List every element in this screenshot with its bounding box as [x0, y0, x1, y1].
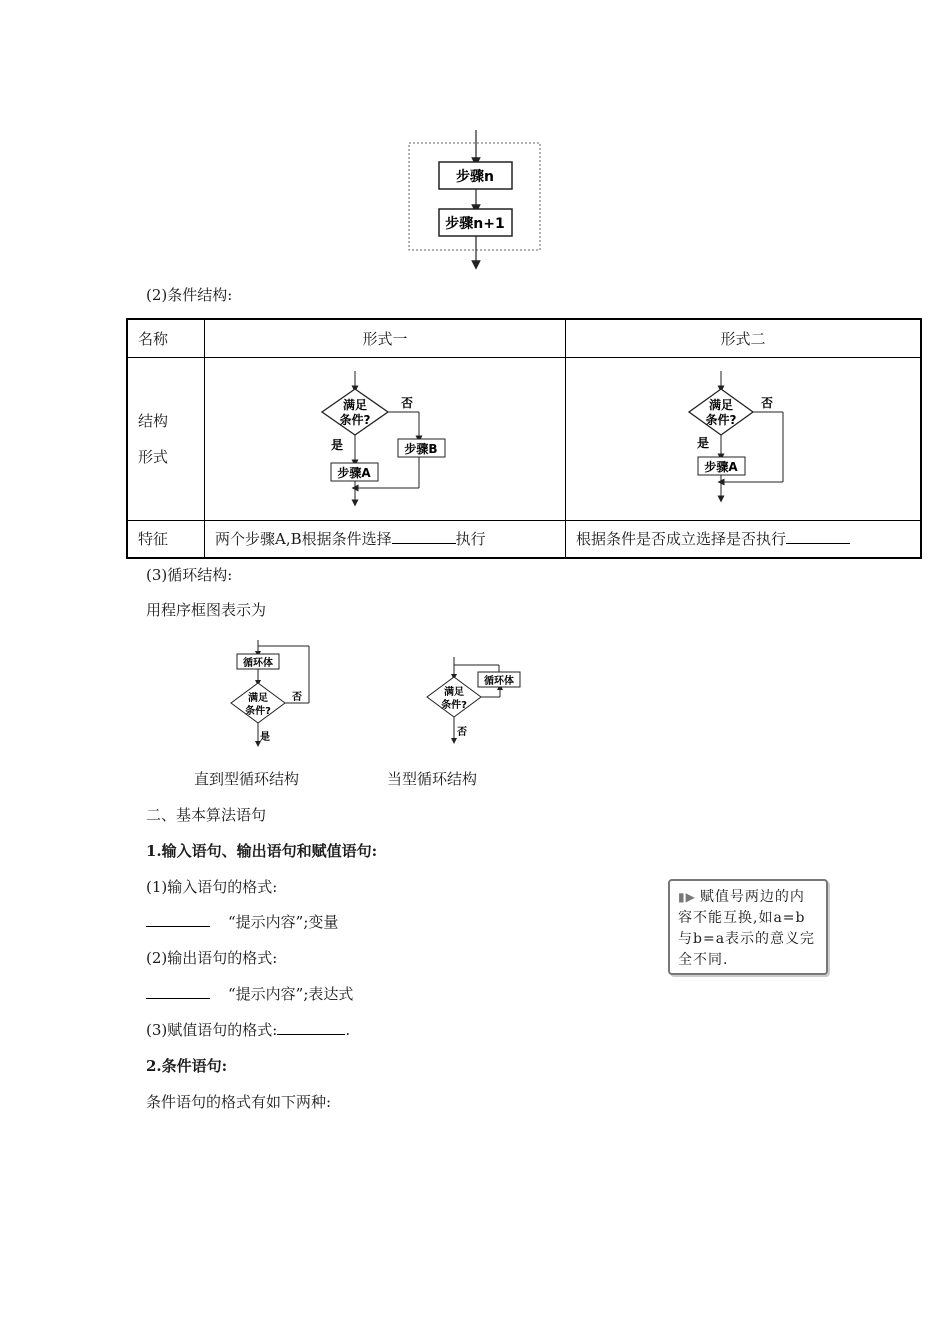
form2-stepA-label: 步骤A — [704, 459, 738, 474]
section2-heading: (2)条件结构: — [146, 286, 233, 304]
output-format-text: “提示内容”;表达式 — [228, 985, 354, 1003]
form1-condition-diamond — [322, 389, 388, 435]
structure-label-1: 结构 — [138, 411, 169, 430]
form1-no-label: 否 — [400, 395, 414, 410]
form2-cond-line2: 条件? — [705, 412, 737, 427]
section3-intro: 用程序框图表示为 — [146, 601, 267, 619]
step-n-label: 步骤n — [456, 169, 494, 185]
feature-form1 — [205, 520, 566, 558]
answer-blank — [392, 529, 456, 544]
feature-label: 特征 — [127, 520, 205, 558]
answer-blank — [277, 1020, 345, 1035]
until-yes-label: 是 — [260, 732, 270, 743]
structure-label-2: 形式 — [138, 447, 169, 466]
while-loop-caption: 当型循环结构 — [387, 770, 478, 788]
answer-blank — [786, 529, 850, 544]
step-n1-label: 步骤n+1 — [445, 216, 505, 232]
assignment-note-box — [668, 879, 828, 975]
form1-diagram-cell — [205, 357, 566, 520]
while-loop-flowchart — [420, 655, 530, 745]
output-format-line — [146, 984, 353, 1004]
form2-no-label: 否 — [760, 395, 774, 410]
until-loop-caption: 直到型循环结构 — [194, 770, 300, 788]
assign-format-end: . — [345, 1021, 351, 1039]
note-text: 赋值号两边的内容不能互换,如a=b与b=a表示的意义完全不同. — [678, 889, 816, 968]
until-cond-line1: 满足 — [248, 693, 268, 704]
assign-format-label: (3)赋值语句的格式: — [146, 1021, 278, 1039]
until-no-label: 否 — [292, 692, 302, 703]
form1-cond-line1: 满足 — [342, 397, 368, 412]
while-cond-line2: 条件? — [441, 700, 467, 711]
while-cond-line1: 满足 — [444, 687, 464, 698]
sub1-heading: 1.输入语句、输出语句和赋值语句: — [146, 842, 378, 860]
form1-flowchart — [315, 367, 455, 507]
form2-yes-label: 是 — [696, 435, 710, 450]
note-marker-icon: ▮▶ — [678, 890, 696, 904]
output-format-label: (2)输出语句的格式: — [146, 949, 278, 967]
condition-structure-table — [126, 318, 922, 559]
part2-heading: 二、基本算法语句 — [146, 806, 267, 824]
form1-cond-line2: 条件? — [339, 412, 371, 427]
form2-flowchart — [683, 367, 803, 507]
feature-form1-text: 两个步骤A,B根据条件选择 — [215, 530, 392, 549]
sub2-heading: 2.条件语句: — [146, 1057, 228, 1075]
while-no-label: 否 — [457, 727, 467, 738]
answer-blank — [146, 984, 210, 999]
form1-stepB-label: 步骤B — [404, 441, 438, 456]
table-row-structure-label — [127, 357, 205, 520]
input-format-label: (1)输入语句的格式: — [146, 878, 278, 896]
form2-cond-line1: 满足 — [708, 397, 734, 412]
table-header-form2: 形式二 — [566, 319, 922, 357]
sequence-structure-diagram — [400, 125, 550, 270]
until-loop-flowchart — [225, 638, 325, 748]
feature-form1-text-end: 执行 — [455, 530, 486, 549]
cond-stmt-intro: 条件语句的格式有如下两种: — [146, 1093, 332, 1111]
feature-form2 — [566, 520, 922, 558]
input-format-text: “提示内容”;变量 — [228, 913, 339, 931]
form1-stepA-label: 步骤A — [337, 465, 371, 480]
form2-diagram-cell — [566, 357, 922, 520]
feature-form2-text: 根据条件是否成立选择是否执行 — [576, 530, 787, 549]
until-loop-body-label: 循环体 — [243, 658, 273, 669]
until-cond-line2: 条件? — [245, 706, 271, 717]
table-header-name: 名称 — [127, 319, 205, 357]
answer-blank — [146, 912, 210, 927]
section3-heading: (3)循环结构: — [146, 566, 233, 584]
input-format-line — [146, 912, 338, 932]
form2-condition-diamond — [689, 389, 753, 435]
form1-yes-label: 是 — [330, 437, 344, 452]
assign-format-line — [146, 1020, 350, 1040]
while-loop-body-label: 循环体 — [484, 676, 514, 687]
table-header-form1: 形式一 — [205, 319, 566, 357]
